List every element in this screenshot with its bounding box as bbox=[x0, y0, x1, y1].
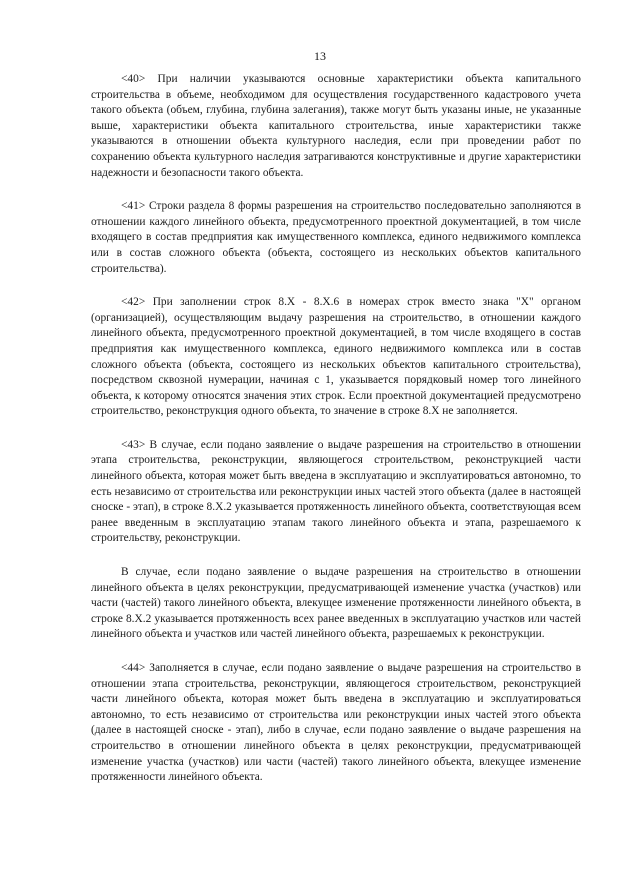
footnote-41-paragraph: <41> Строки раздела 8 формы разрешения на строительство последовательно заполняются в отношении каждого линейного объекта, предусмотренного проектной документацией, в том числе входящего в состав предприятия как имущественного комплекса, единого недвижимого комплекса или в состав сложного объекта (объекта, состоящего из нескольких объектов капитального строительства). bbox=[91, 200, 581, 275]
footnote-40-paragraph: <40> При наличии указываются основные характеристики объекта капитального строительства в объеме, необходимом для осуществления государственного кадастрового учета такого объекта (объем, глубина, глубина залегания), также могут быть указаны иные, не указанные выше, характеристики объекта капитального строительства, иные характеристики также указываются в отношении объекта культурного наследия, если при проведении работ по сохранению объекта культурного наследия затрагиваются конструктивные и другие характеристики надежности и безопасности такого объекта. bbox=[91, 73, 581, 179]
footnote-42-paragraph: <42> При заполнении строк 8.X - 8.X.6 в номерах строк вместо знака "X" органом (организацией), осуществляющим выдачу разрешения на строительство, в отношении каждого линейного объекта, предусмотренного проектной документацией, в том числе входящего в состав предприятия как имущественного комплекса, единого недвижимого комплекса или в состав сложного объекта (объекта, состоящего из нескольких объектов капитального строительства), посредством сквозной нумерации, начиная с 1, указывается порядковый номер того линейного объекта, к которому относятся значения этих строк. Если проектной документацией предусмотрено строительство, реконструкция одного объекта, то значение в строке 8.X не заполняется. bbox=[91, 296, 581, 418]
page-number: 13 bbox=[314, 49, 326, 63]
footnote-43-paragraph: <43> В случае, если подано заявление о выдаче разрешения на строительство в отношении этапа строительства, реконструкции, являющегося строительством, реконструкцией части линейного объекта, которая может быть введена в эксплуатацию и эксплуатироваться автономно, то есть независимо от строительства или реконструкции иных частей этого объекта (далее в настоящей сноске - этап), в строке 8.X.2 указывается протяженность линейного объекта, соответствующая всем ранее введенным в эксплуатацию этапам такого линейного объекта и этапа, разрешаемого к строительству, реконструкции. bbox=[91, 438, 581, 545]
footnote-43-continuation-paragraph: В случае, если подано заявление о выдаче разрешения на строительство в отношении линейного объекта в целях реконструкции, предусматривающей изменение участка (участков) или части (частей) такого линейного объекта, влекущее изменение протяженности линейного объекта, в строке 8.X.2 указывается протяженность всех ранее введенных в эксплуатацию участков или частей линейного объекта и участков или частей линейного объекта, разрешаемых к реконструкции. bbox=[91, 566, 581, 641]
document-body bbox=[91, 72, 581, 804]
footnote-44-paragraph: <44> Заполняется в случае, если подано заявление о выдаче разрешения на строительство в отношении этапа строительства, реконструкции, являющегося строительством, реконструкцией части линейного объекта, которая может быть введена в эксплуатацию и эксплуатироваться автономно, то есть независимо от строительства или реконструкции иных частей этого объекта (далее в настоящей сноске - этап), либо в случае, если подано заявление о выдаче разрешения на строительство в отношении линейного объекта в целях реконструкции, предусматривающей изменение участка (участков) или части (частей) такого линейного объекта, влекущее изменение протяженности линейного объекта. bbox=[91, 662, 581, 784]
